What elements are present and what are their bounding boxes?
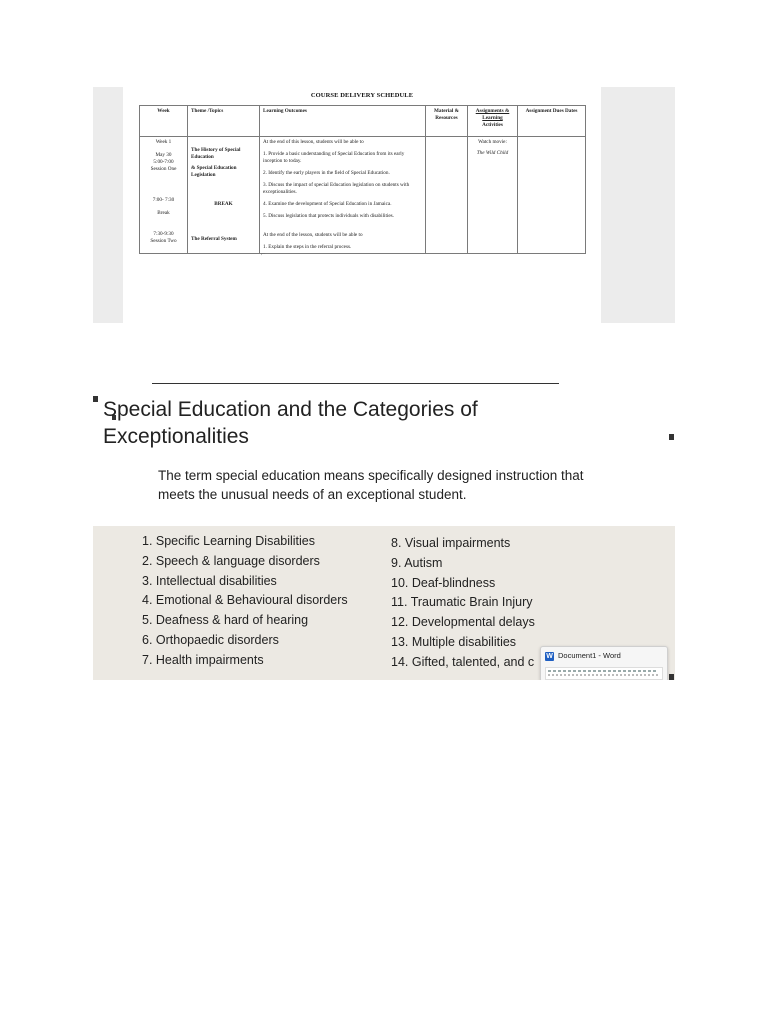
slide-definition: The term special education means specifically designed instruction that meets the unusual needs of an exceptional student. bbox=[158, 468, 584, 502]
header-theme: Theme /Topics bbox=[188, 106, 260, 137]
outcome-3: 3. Discuss the impact of special Education legislation on students with exceptionalities. bbox=[263, 182, 410, 196]
schedule-header-row bbox=[140, 106, 586, 137]
outcome-1: 1. Provide a basic understanding of Special Education from its early inception to today. bbox=[263, 151, 405, 165]
preview-thumbnail bbox=[545, 667, 663, 680]
outcomes-cell bbox=[260, 137, 426, 254]
list-item: 3. Intellectual disabilities bbox=[142, 573, 277, 588]
outcome-intro: At the end of this lesson, students will be able to bbox=[263, 139, 364, 145]
week-cell bbox=[140, 137, 188, 254]
week-time1: 5:00-7:00 bbox=[153, 159, 174, 166]
theme-break: BREAK bbox=[214, 201, 233, 208]
list-item: 4. Emotional & Behavioural disorders bbox=[142, 593, 348, 608]
categories-list-left bbox=[142, 534, 348, 673]
header-due-dates: Assignment Dues Dates bbox=[518, 106, 586, 137]
header-assignments bbox=[468, 106, 518, 137]
list-item: 13. Multiple disabilities bbox=[391, 634, 517, 649]
slide-title: Special Education and the Categories of Exceptionalities bbox=[103, 398, 478, 448]
selection-handle[interactable] bbox=[93, 396, 98, 402]
selection-handle[interactable] bbox=[669, 434, 674, 440]
list-item: 9. Autism bbox=[391, 555, 443, 570]
header-outcomes: Learning Outcomes bbox=[260, 106, 426, 137]
theme-legislation: & Special Education Legislation bbox=[191, 165, 237, 179]
list-item: 12. Developmental delays bbox=[391, 615, 535, 630]
header-week: Week bbox=[140, 106, 188, 137]
list-item: 11. Traumatic Brain Injury bbox=[391, 595, 533, 610]
week-break: Break bbox=[157, 210, 170, 217]
header-materials: Material & Resources bbox=[426, 106, 468, 137]
due-dates-cell bbox=[518, 137, 586, 254]
schedule-screenshot bbox=[93, 87, 675, 323]
theme-cell bbox=[188, 137, 260, 254]
outcome-4: 4. Examine the development of Special Education in Jamaica. bbox=[263, 201, 392, 208]
schedule-row-week1 bbox=[140, 137, 586, 254]
schedule-page bbox=[123, 87, 601, 323]
assignment-movie: The Wild Child bbox=[476, 150, 509, 157]
list-item: 7. Health impairments bbox=[142, 652, 264, 667]
outcome-intro-2: At the end of the lesson, students will be able to bbox=[263, 232, 363, 239]
week-session2: Session Two bbox=[150, 238, 177, 245]
list-item: 2. Speech & language disorders bbox=[142, 553, 320, 568]
mouse-cursor-icon: ⌐ bbox=[261, 249, 266, 258]
list-item: 10. Deaf-blindness bbox=[391, 575, 496, 590]
header-assignments-line2: Learning bbox=[482, 115, 503, 122]
preview-title: Document1 - Word bbox=[558, 651, 621, 660]
week-date: May 30 bbox=[155, 152, 172, 159]
theme-referral: The Referral System bbox=[191, 236, 237, 243]
list-item: 14. Gifted, talented, and c bbox=[391, 654, 535, 669]
schedule-table bbox=[139, 105, 586, 254]
header-assignments-line1: Assignments & bbox=[475, 108, 510, 114]
theme-history: The History of Special Education bbox=[191, 147, 241, 161]
outcome-2: 2. Identify the early players in the field of Special Education. bbox=[263, 170, 390, 177]
materials-cell bbox=[426, 137, 468, 254]
week-session1: Session One bbox=[150, 166, 177, 173]
week-label: Week 1 bbox=[155, 139, 172, 145]
slide-screenshot bbox=[93, 384, 675, 680]
schedule-title: COURSE DELIVERY SCHEDULE bbox=[310, 92, 414, 99]
list-item: 1. Specific Learning Disabilities bbox=[142, 534, 316, 548]
outcome-referral-1: 1. Explain the steps in the referral process. bbox=[263, 244, 352, 251]
assignment-watch: Watch movie: bbox=[478, 139, 507, 145]
week-time3: 7:30-9:30 bbox=[153, 231, 174, 238]
list-item: 6. Orthopaedic disorders bbox=[142, 632, 279, 647]
assignment-cell bbox=[468, 137, 518, 254]
word-taskbar-preview[interactable] bbox=[540, 646, 668, 680]
header-assignments-line3: Activities bbox=[482, 122, 503, 129]
selection-handle[interactable] bbox=[669, 674, 674, 680]
word-app-icon: W bbox=[546, 653, 553, 660]
outcome-5: 5. Discuss legislation that protects individuals with disabilities. bbox=[263, 213, 394, 220]
list-item: 5. Deafness & hard of hearing bbox=[142, 613, 309, 628]
week-time2: 7:00- 7:30 bbox=[152, 197, 175, 204]
list-item: 8. Visual impairments bbox=[391, 536, 511, 550]
categories-list-right bbox=[391, 536, 541, 675]
